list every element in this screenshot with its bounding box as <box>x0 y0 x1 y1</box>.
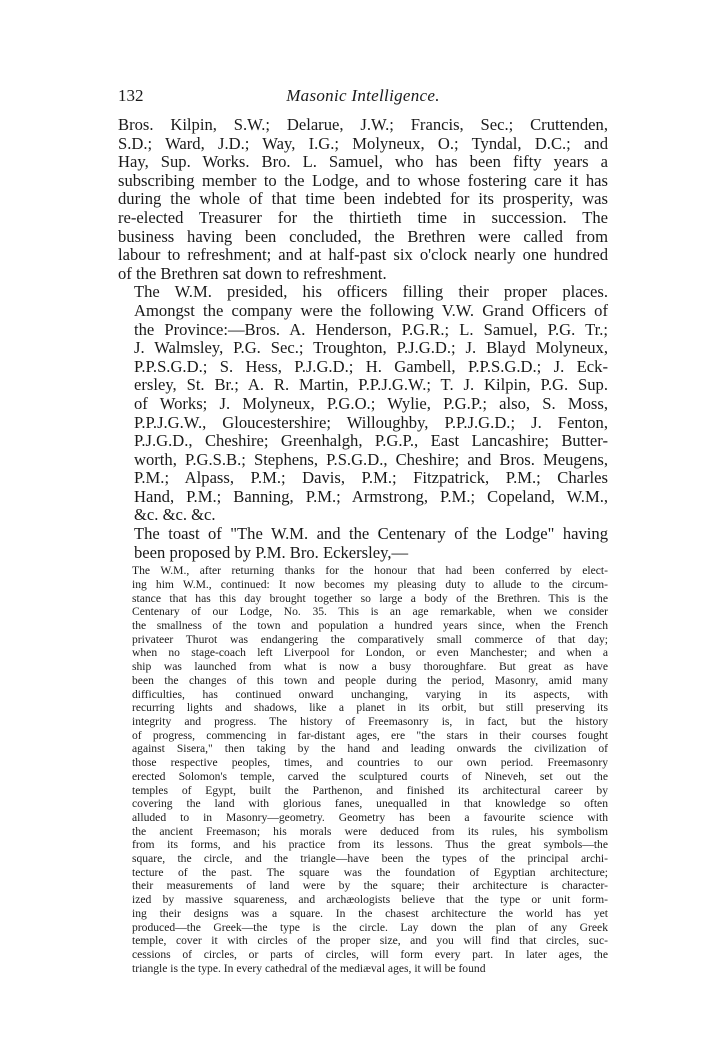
text-line: during the whole of that time been indebted for its prosperity, was <box>118 189 608 209</box>
text-line: of the Brethren sat down to refreshment. <box>118 263 387 283</box>
document-page <box>118 86 608 975</box>
page-header <box>118 86 608 110</box>
text-line: P.J.G.D., Cheshire; Greenhalgh, P.G.P., East Lancashire; Butter- <box>134 431 608 451</box>
text-line: produced—the Greek—the type is the circle. Lay down the plan of any Greek <box>132 920 608 934</box>
text-line: ized by massive squareness, and archæologists believe that the type or unit form- <box>132 893 608 907</box>
text-line: temple, cover it with circles of the proper size, and you will find that circles, suc- <box>132 934 608 948</box>
text-line: subscribing member to the Lodge, and to whose fostering care it has <box>118 170 608 190</box>
text-line: been proposed by P.M. Bro. Eckersley,— <box>134 542 409 562</box>
text-line: erected Solomon's temple, carved the sculptured courts of Nineveh, set out the <box>132 769 608 783</box>
text-line: temples of Egypt, built the Parthenon, and finished its architectural career by <box>132 783 608 797</box>
text-line: covering the land with glorious fanes, unequalled in that knowledge so often <box>132 797 608 811</box>
text-line: P.P.J.G.W., Gloucestershire; Willoughby, P.P.J.G.D.; J. Fenton, <box>134 412 608 432</box>
text-line: of progress, commencing in far-distant ages, ere "the stars in their courses fought <box>132 728 608 742</box>
text-line: Centenary of our Lodge, No. 35. This is an age remarkable, when we consider <box>132 605 608 619</box>
text-line: ersley, St. Br.; A. R. Martin, P.P.J.G.W.; T. J. Kilpin, P.G. Sup. <box>134 375 608 395</box>
text-line: ship was launched from what is now a busy thoroughfare. But great as have <box>132 660 608 674</box>
text-line: privateer Thurot was endangering the comparatively small commerce of that day; <box>132 632 608 646</box>
page-number: 132 <box>118 86 144 105</box>
body-text <box>118 116 608 562</box>
text-line: re-elected Treasurer for the thirtieth time in succession. The <box>118 207 608 227</box>
text-line: cessions of circles, or parts of circles, will form every part. In later ages, the <box>132 947 608 961</box>
text-line: P.M.; Alpass, P.M.; Davis, P.M.; Fitzpatrick, P.M.; Charles <box>134 468 608 488</box>
text-line: Hand, P.M.; Banning, P.M.; Armstrong, P.M.; Copeland, W.M., <box>134 486 608 506</box>
text-line: recurring lights and shadows, like a planet in its orbit, but still preserving its <box>132 701 608 715</box>
text-line: of Works; J. Molyneux, P.G.O.; Wylie, P.G.P.; also, S. Moss, <box>134 393 608 413</box>
text-line: Bros. Kilpin, S.W.; Delarue, J.W.; Francis, Sec.; Cruttenden, <box>118 115 608 134</box>
text-line: their measurements of land were by the square; their architecture is character- <box>132 879 608 893</box>
text-line: the Province:—Bros. A. Henderson, P.G.R.; L. Samuel, P.G. Tr.; <box>134 319 608 339</box>
text-line: J. Walmsley, P.G. Sec.; Troughton, P.J.G.D.; J. Blayd Molyneux, <box>134 338 608 358</box>
text-line: The W.M. presided, his officers filling their proper places. <box>134 282 608 302</box>
paragraph-speech <box>118 564 608 975</box>
text-line: stance that has this day brought together so large a body of the Brethren. This is the <box>132 591 608 605</box>
text-line: &c. &c. &c. <box>134 505 216 525</box>
text-line: worth, P.G.S.B.; Stephens, P.S.G.D., Cheshire; and Bros. Meugens, <box>134 449 608 469</box>
text-line: those respective peoples, times, and countries to our own period. Freemasonry <box>132 756 608 770</box>
text-line: when no stage-coach left Liverpool for London, or even Manchester; and when a <box>132 646 608 660</box>
speech-text <box>118 564 608 975</box>
text-line: from its forms, and his practice from its lessons. Thus the great symbols—the <box>132 838 608 852</box>
text-line: S.D.; Ward, J.D.; Way, I.G.; Molyneux, O.; Tyndal, D.C.; and <box>118 133 608 153</box>
paragraph-toast <box>118 525 608 562</box>
text-line: the smallness of the town and population a hundred years since, when the French <box>132 619 608 633</box>
text-line: been the changes of this town and people during the period, Masonry, amid many <box>132 673 608 687</box>
text-line: square, the circle, and the triangle—have been the types of the principal archi- <box>132 852 608 866</box>
text-line: alluded to in Masonry—geometry. Geometry has been a favourite science with <box>132 810 608 824</box>
text-line: against Sisera," then taking by the hand and leading onwards the civilization of <box>132 742 608 756</box>
text-line: The W.M., after returning thanks for the honour that had been conferred by elect- <box>132 564 608 578</box>
text-line: the ancient Freemason; his morals were deduced from its rules, his symbolism <box>132 824 608 838</box>
text-line: ing their designs was a square. In the chasest architecture the world has yet <box>132 906 608 920</box>
text-line: triangle is the type. In every cathedral of the mediæval ages, it will be found <box>132 961 486 975</box>
text-line: integrity and progress. The history of Freemasonry is, in fact, but the history <box>132 714 608 728</box>
text-line: Amongst the company were the following V.W. Grand Officers of <box>134 300 608 320</box>
text-line: business having been concluded, the Brethren were called from <box>118 226 608 246</box>
text-line: tecture of the past. The square was the foundation of Egyptian architecture; <box>132 865 608 879</box>
paragraph-officers <box>118 116 608 283</box>
running-title: Masonic Intelligence. <box>286 86 440 105</box>
text-line: The toast of "The W.M. and the Centenary of the Lodge" having <box>134 524 608 544</box>
text-line: labour to refreshment; and at half-past six o'clock nearly one hundred <box>118 245 608 265</box>
text-line: Hay, Sup. Works. Bro. L. Samuel, who has been fifty years a <box>118 152 608 172</box>
text-line: P.P.S.G.D.; S. Hess, P.J.G.D.; H. Gambell, P.P.S.G.D.; J. Eck- <box>134 356 608 376</box>
text-line: ing him W.M., continued: It now becomes my pleasing duty to allude to the circum- <box>132 577 608 591</box>
paragraph-company <box>118 283 608 525</box>
text-line: difficulties, has continued onward unchanging, varying in its aspects, with <box>132 687 608 701</box>
